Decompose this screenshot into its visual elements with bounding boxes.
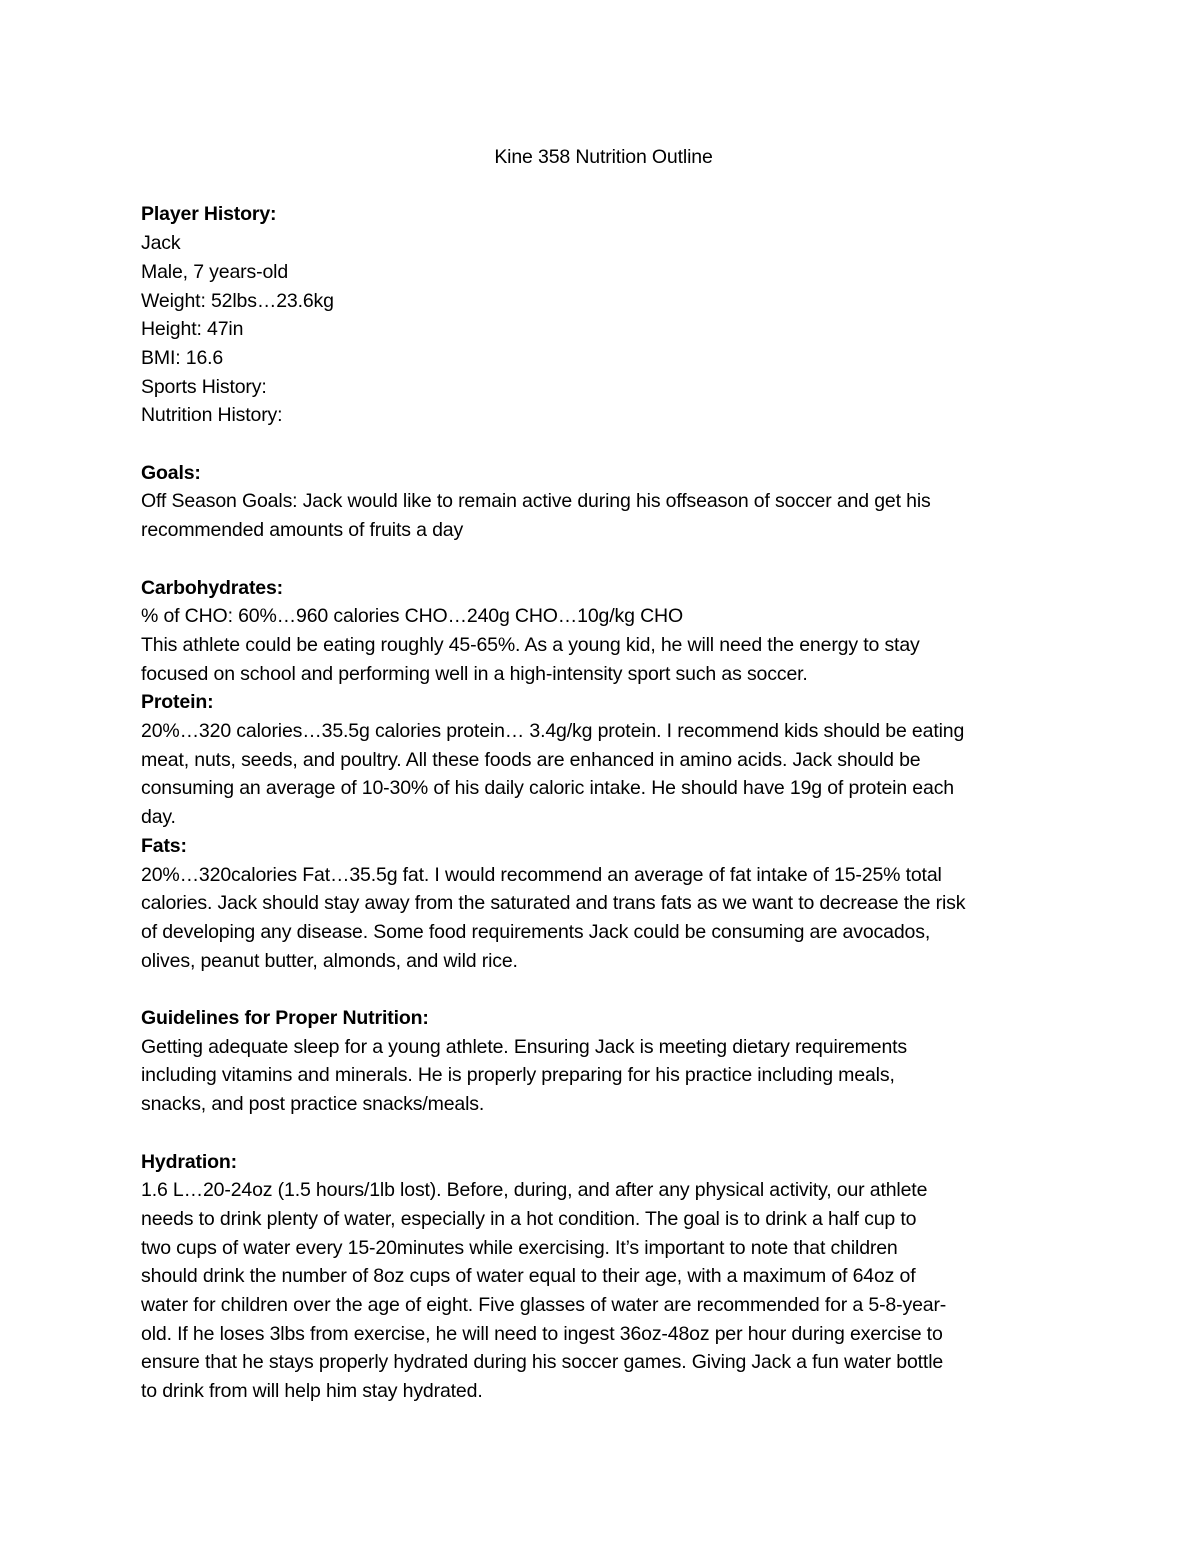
player-weight: Weight: 52lbs…23.6kg (141, 289, 334, 312)
guidelines-section (141, 1004, 1066, 1119)
document-page (141, 143, 1066, 1406)
player-height: Height: 47in (141, 318, 244, 341)
spacer (141, 1119, 1066, 1148)
fats-heading: Fats: (141, 834, 187, 857)
player-history-heading: Player History: (141, 203, 277, 226)
sports-history: Sports History: (141, 375, 267, 398)
spacer (141, 172, 1066, 201)
fats-section (141, 832, 1066, 976)
player-sex-age: Male, 7 years-old (141, 260, 289, 283)
carbohydrates-section (141, 574, 1066, 689)
protein-heading: Protein: (141, 691, 214, 714)
goals-section (141, 459, 1066, 545)
protein-text: 20%…320 calories…35.5g calories protein… 3.4g/kg protein. I recommend kids should be eating meat, nuts, seeds, and poultry. All these foods are enhanced in amino acids. Jack should be consuming an average of 10-30% of his daily caloric intake. He should have 19g of protein each day. (141, 720, 965, 829)
carbohydrates-text: % of CHO: 60%…960 calories CHO…240g CHO…10g/kg CHO This athlete could be eating roughly 45-65%. As a young kid, he will need the energy to stay focused on school and performing well in a high-intensity sport such as soccer. (141, 605, 920, 685)
spacer (141, 975, 1066, 1004)
player-history-section (141, 200, 1066, 430)
player-name: Jack (141, 232, 181, 255)
spacer (141, 545, 1066, 574)
hydration-section (141, 1148, 1066, 1406)
nutrition-history: Nutrition History: (141, 404, 283, 427)
document-title: Kine 358 Nutrition Outline (494, 146, 713, 168)
protein-section (141, 688, 1066, 832)
spacer (141, 430, 1066, 459)
hydration-text: 1.6 L…20-24oz (1.5 hours/1lb lost). Before, during, and after any physical activity, our athlete needs to drink plenty of water, especially in a hot condition. The goal is to drink a half cup to two cups of water every 15-20minutes while exercising. It’s important to note that children should drink the number of 8oz cups of water equal to their age, with a maximum of 64oz of water for children over the age of eight. Five glasses of water are recommended for a 5-8-year- old. If he loses 3lbs from exercise, he will need to ingest 36oz-48oz per hour during exercise to ensure that he stays properly hydrated during his soccer games. Giving Jack a fun water bottle to drink from will help him stay hydrated. (141, 1179, 947, 1403)
hydration-heading: Hydration: (141, 1150, 238, 1173)
goals-text: Off Season Goals: Jack would like to remain active during his offseason of soccer and get his recommended amounts of fruits a day (141, 490, 931, 542)
player-bmi: BMI: 16.6 (141, 346, 224, 369)
carbohydrates-heading: Carbohydrates: (141, 576, 284, 599)
goals-heading: Goals: (141, 461, 201, 484)
fats-text: 20%…320calories Fat…35.5g fat. I would recommend an average of fat intake of 15-25% total calories. Jack should stay away from the saturated and trans fats as we want to decrease the risk of developing any disease. Some food requirements Jack could be consuming are avocados, olives, peanut butter, almonds, and wild rice. (141, 863, 966, 972)
guidelines-text: Getting adequate sleep for a young athlete. Ensuring Jack is meeting dietary requirements including vitamins and minerals. He is properly preparing for his practice including meals, snacks, and post practice snacks/meals. (141, 1035, 908, 1116)
guidelines-heading: Guidelines for Proper Nutrition: (141, 1007, 429, 1030)
